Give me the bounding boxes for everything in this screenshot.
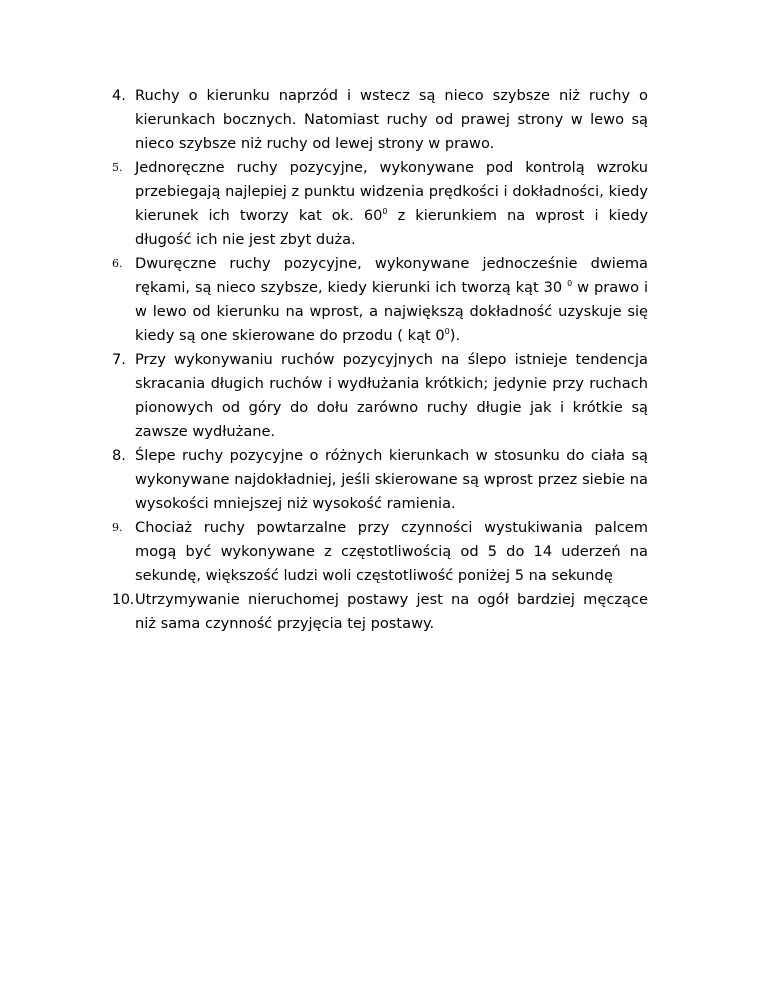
list-item-7: [112, 348, 648, 444]
list-item-9: [112, 516, 648, 588]
numbered-list: [112, 84, 648, 636]
degree-superscript: 0: [567, 279, 573, 288]
degree-superscript: 0: [444, 327, 450, 336]
list-item-text: Ślepe ruchy pozycyjne o różnych kierunkach w stosunku do ciała są wykonywane najdokładniej, jeśli skierowane są wprost przez siebie na wysokości mniejszej niż wysokość ramienia.: [135, 447, 648, 512]
list-number: 8.: [112, 447, 126, 464]
list-item-text: Utrzymywanie nieruchomej postawy jest na ogół bardziej męczące niż sama czynność przyjęcia tej postawy.: [135, 591, 648, 632]
list-number: 6.: [112, 257, 123, 270]
list-item-text: [135, 252, 648, 348]
text-segment: Jednoręczne ruchy pozycyjne, wykonywane pod kontrolą wzroku przebiegają najlepiej z punktu widzenia prędkości i dokładności, kiedy kierunek ich tworzy kat ok. 60: [135, 159, 648, 224]
list-number: 7.: [112, 351, 126, 368]
list-number: 10.: [112, 591, 134, 608]
list-item-text: Chociaż ruchy powtarzalne przy czynności wystukiwania palcem mogą być wykonywane z częstotliwością od 5 do 14 uderzeń na sekundę, większość ludzi woli częstotliwość poniżej 5 na sekundę: [135, 519, 648, 584]
list-item-text: Przy wykonywaniu ruchów pozycyjnych na ślepo istnieje tendencja skracania długich ruchów i wydłużania krótkich; jedynie przy ruchach pionowych od góry do dołu zarówno ruchy długie jak i krótkie są zawsze wydłużane.: [135, 351, 648, 440]
list-number: 5.: [112, 161, 123, 174]
list-item-4: [112, 84, 648, 156]
list-item-6: [112, 252, 648, 348]
list-number: 4.: [112, 87, 126, 104]
text-segment: w prawo i w lewo od kierunku na wprost, a największą dokładność uzyskuje się kiedy są one skierowane do przodu ( kąt 0: [135, 279, 648, 344]
list-item-5: [112, 156, 648, 252]
list-item-10: [112, 588, 648, 636]
text-segment: ).: [449, 327, 461, 344]
list-item-text: [135, 156, 648, 252]
text-segment: z kierunkiem na wprost i kiedy długość ich nie jest zbyt duża.: [135, 207, 648, 248]
list-number: 9.: [112, 521, 123, 534]
text-segment: Dwuręczne ruchy pozycyjne, wykonywane jednocześnie dwiema rękami, są nieco szybsze, kiedy kierunki ich tworzą kąt 30: [135, 255, 648, 296]
list-item-8: [112, 444, 648, 516]
degree-superscript: 0: [382, 207, 388, 216]
list-item-text: Ruchy o kierunku naprzód i wstecz są nieco szybsze niż ruchy o kierunkach bocznych. Natomiast ruchy od prawej strony w lewo są nieco szybsze niż ruchy od lewej strony w prawo.: [135, 87, 648, 152]
